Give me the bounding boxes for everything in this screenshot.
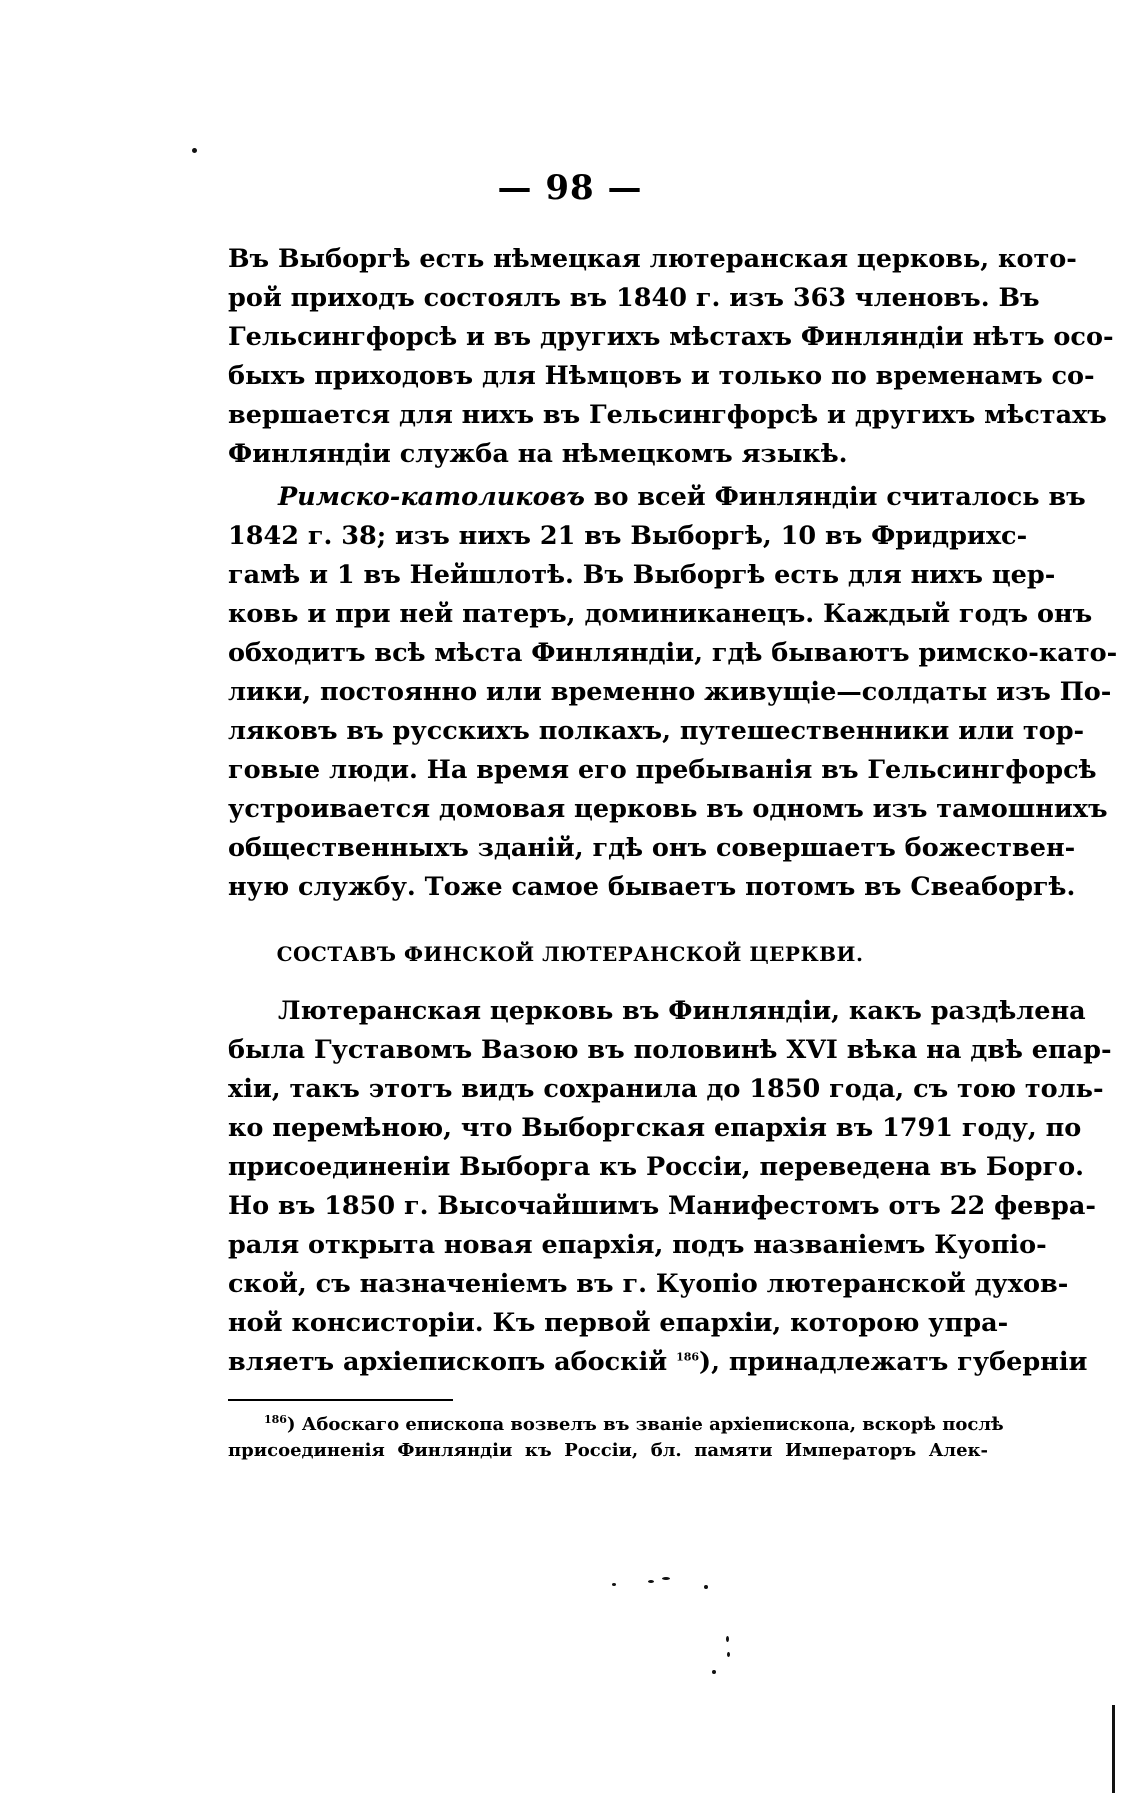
scan-speck xyxy=(648,1580,654,1583)
text-line-last xyxy=(228,1343,1088,1382)
footnote-divider xyxy=(228,1399,453,1401)
text-span: вляетъ архіепископъ абоскій xyxy=(228,1347,677,1377)
scan-speck xyxy=(727,1652,730,1657)
footnote-line: присоединенія Финляндіи къ Россіи, бл. памяти Императоръ Алек- xyxy=(228,1440,988,1461)
footnote xyxy=(228,1412,1004,1464)
scan-speck xyxy=(726,1636,729,1642)
text-line: рой приходъ состоялъ въ 1840 г. изъ 363 членовъ. Въ xyxy=(228,283,1040,313)
text-line: Гельсингфорсѣ и въ другихъ мѣстахъ Финляндіи нѣтъ осо- xyxy=(228,322,1114,352)
text-line: ляковъ въ русскихъ полкахъ, путешественники или тор- xyxy=(228,716,1085,746)
text-line: раля открыта новая епархія, подъ названіемъ Куопіо- xyxy=(228,1230,1047,1260)
text-line: Лютеранская церковь въ Финляндіи, какъ раздѣлена xyxy=(278,996,1086,1026)
text-line: быхъ приходовъ для Нѣмцовъ и только по временамъ со- xyxy=(228,361,1095,391)
text-line: ской, съ назначеніемъ въ г. Куопіо лютеранской духов- xyxy=(228,1269,1069,1299)
text-line: говые люди. На время его пребыванія въ Гельсингфорсѣ xyxy=(228,755,1097,785)
paragraph-1 xyxy=(228,240,1114,474)
scan-speck xyxy=(662,1577,670,1580)
text-line: Финляндіи служба на нѣмецкомъ языкѣ. xyxy=(228,439,848,469)
text-line: лики, постоянно или временно живущіе—солдаты изъ По- xyxy=(228,677,1112,707)
text-line: общественныхъ зданій, гдѣ онъ совершаетъ божествен- xyxy=(228,833,1076,863)
text-span: ), принадлежатъ губерніи xyxy=(699,1347,1088,1377)
scan-speck xyxy=(192,148,197,153)
scan-speck xyxy=(704,1585,708,1589)
footnote-text: ) Абоскаго епископа возвелъ въ званіе архіепископа, вскорѣ послѣ xyxy=(286,1414,1004,1435)
page-number: — 98 — xyxy=(497,168,643,208)
italic-lead: Римско-католиковъ xyxy=(278,482,585,512)
scan-speck xyxy=(712,1670,716,1674)
text-line: ко перемѣною, что Выборгская епархія въ 1791 году, по xyxy=(228,1113,1082,1143)
text-line: обходитъ всѣ мѣста Финляндіи, гдѣ бываютъ римско-като- xyxy=(228,638,1118,668)
scan-edge-mark xyxy=(1112,1705,1115,1793)
footnote-reference[interactable]: 186 xyxy=(676,1350,700,1364)
text-line-first xyxy=(228,478,1086,517)
text-line: была Густавомъ Вазою въ половинѣ XVI вѣка на двѣ епар- xyxy=(228,1035,1112,1065)
paragraph-3 xyxy=(228,992,1112,1382)
text-line: ную службу. Тоже самое бываетъ потомъ въ Свеаборгѣ. xyxy=(228,872,1076,902)
text-line: ной консисторіи. Къ первой епархіи, которою упра- xyxy=(228,1308,1009,1338)
text-line: ковь и при ней патеръ, доминиканецъ. Каждый годъ онъ xyxy=(228,599,1093,629)
section-heading: СОСТАВЪ ФИНСКОЙ ЛЮТЕРАНСКОЙ ЦЕРКВИ. xyxy=(276,942,864,966)
text-line: вершается для нихъ въ Гельсингфорсѣ и другихъ мѣстахъ xyxy=(228,400,1107,430)
footnote-line xyxy=(228,1412,1004,1438)
text-line: присоединеніи Выборга къ Россіи, переведена въ Борго. xyxy=(228,1152,1085,1182)
text-line: гамѣ и 1 въ Нейшлотѣ. Въ Выборгѣ есть для нихъ цер- xyxy=(228,560,1056,590)
scan-speck xyxy=(612,1583,616,1586)
text-line: Но въ 1850 г. Высочайшимъ Манифестомъ отъ 22 февра- xyxy=(228,1191,1096,1221)
text-line: устроивается домовая церковь въ одномъ изъ тамошнихъ xyxy=(228,794,1108,824)
text-line: 1842 г. 38; изъ нихъ 21 въ Выборгѣ, 10 въ Фридрихс- xyxy=(228,521,1028,551)
paragraph-2 xyxy=(228,478,1118,907)
text-span: во всей Финляндіи считалось въ xyxy=(584,482,1086,512)
text-line: хіи, такъ этотъ видъ сохранила до 1850 года, съ тою толь- xyxy=(228,1074,1104,1104)
text-line: Въ Выборгѣ есть нѣмецкая лютеранская церковь, кото- xyxy=(228,244,1077,274)
footnote-mark: 186 xyxy=(264,1413,287,1426)
